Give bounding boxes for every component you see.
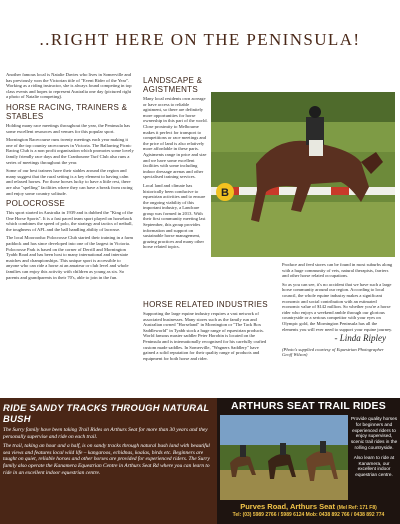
polocrosse-paragraph-1: This sport started in Australia in 1939 and is dubbed the "King of the One Horse Sports". It is a fast paced team sport played on horseback which combines the speed of polo, the strategy and tactics of netball, the toughness of AFL and the ball handling ability of lacrosse.: [6, 210, 133, 232]
advertisement: [217, 398, 400, 524]
heading-horse-racing: HORSE RACING, TRAINERS & STABLES: [6, 102, 128, 121]
trail-ride-title: RIDE SANDY TRACKS THROUGH NATURAL BUSH: [3, 402, 210, 424]
photo-credit: (Photo's supplied courtesy of Equestrian Photographer Geoff Wilson): [282, 346, 384, 358]
ad-title: ARTHURS SEAT TRAIL RIDES: [231, 400, 386, 412]
ad-sidebar: [350, 416, 398, 482]
column-three: [282, 262, 394, 398]
ad-address-line: [217, 502, 400, 511]
racing-paragraph-2: Mornington Racecourse runs twenty meetings each year making it one of the top country racecourses in Victoria. The Ballarring Picnic Racing Club is a non profit organisation which promotes some lovely family friendly race days and the Cranbourne Turf Club also runs a series of meetings throughout the year.: [6, 137, 134, 165]
svg-text:B: B: [221, 187, 229, 199]
rider-photo-image: [211, 92, 395, 257]
trail-ride-feature: [3, 402, 213, 476]
ad-description-2: Also learn to ride at Kanamera, our excellent indoor equestrian centre.: [353, 454, 395, 478]
racing-paragraph-3: Some of our best trainers have their stables around the region and many suggest that the rural setting is a key element to having calm and relaxed horses. For those horses lucky to have a little rest, there are also "spelling" facilities where they can have a break from racing and enjoy some country solitude.: [6, 168, 133, 196]
ad-description-1: Provide quality horses for beginners and experienced riders to enjoy supervised, scenic trail rides in the rolling countryside.: [350, 416, 398, 450]
column-two-lower: [143, 300, 271, 398]
heading-horse-industries: HORSE RELATED INDUSTRIES: [143, 300, 268, 309]
feed-stores-paragraph: Produce and feed stores can be found in most suburbs along with a huge community of vets, natural therapists, farriers and other horse related occupations.: [282, 262, 393, 279]
ad-map-ref: (Mel Ref: 171 F8): [337, 505, 377, 511]
heading-polocrosse: POLOCROSSE: [6, 199, 66, 209]
industries-paragraph: Supporting the large equine industry requires a vast network of associated businesses. Many stores such as the family run and Australian owned "Horseland" in Mornington or "The Tack Box Saddleworld" in Tyabb stock a huge range of equestrian products. World famous master saddler Peter Horobin is located on the Peninsula and is internationally recognised for his carefully crafted custom made saddles. In Somerville, "Wagners Saddlery" have gained a solid reputation for their quality range of products and equipment for both horse and rider.: [143, 311, 267, 361]
heading-landscape: LANDSCAPE & AGISTMENTS: [143, 76, 203, 94]
trail-ride-paragraph-1: The Surry family have been taking Trail Rides on Arthurs Seat for more than 30 years and they personally supervise and ride on each trail.: [3, 427, 208, 440]
rider-jumping-photo: [211, 92, 395, 257]
polocrosse-paragraph-2: The local Moorooduc Polocrosse Club started their training in a farm paddock and has since developed into one of the largest in Victoria. Polocrosse Park is based on the corner of Derrill and Mornington Tyabb Road and has been host to many international and interstate matches and championships. This unique sport is accessible to anyone who can ride a horse at an amateur or club level and whole families can enjoy this activity with children as young as six. So parents and grandparents in their 70's, able to join in the fun.: [6, 235, 134, 280]
ad-address: Purves Road, Arthurs Seat: [240, 502, 335, 511]
column-one: [6, 72, 134, 398]
ad-horses-photo: [220, 415, 348, 500]
ad-contact: [217, 502, 400, 518]
trail-ride-paragraph-2: The trail, taking an hour and a half, is on sandy tracks through natural bush land with beautiful sea views and features local wild life – kangaroos, echidnas, koalas, birds etc. Beginners are taught on quiet, reliable horses and other horses are provided for experienced riders. The Surry family also operate the Kanamera Equestrian Centre in Arthurs Seat Rd where you can learn to ride in an excellent indoor equestrian centre.: [3, 443, 210, 476]
landscape-paragraph-2: Local land and climate has historically been conducive to equestrian activities and to ensure the ongoing viability of this important industry, a Landcare group was formed in 2013. With their first community meeting last September, this group provides information and support on sustainable horse management, grazing practices and many other horse related topics.: [143, 182, 206, 250]
conclusion-paragraph: So as you can see, it's no accident that we have such a large horse community around our region. According to local council, the whole equine industry makes a significant economic and social contribution with an estimated economic value of $142 million. So whether you're a horse rider who enjoys a weekend amble through our glorious countryside or a serious competitor with your eyes on Olympic gold, the Mornington Peninsula has all the elements you will ever need to support your equine journey.: [282, 281, 393, 332]
ad-photo-image: [220, 415, 348, 500]
author-signature: - Linda Ripley: [334, 333, 386, 344]
racing-paragraph-1: Holding many race meetings throughout the year, the Peninsula has some excellent resources and venues for this popular sport.: [6, 122, 131, 134]
intro-paragraph: Another famous local is Natalie Davies who lives in Somerville and has previously won the Victorian title of "Event Rider of the Year". Working as a riding instructor, she is always found competing in top class events and hopes to represent Australia one day (pictured right a photo of Natalie competing).: [6, 72, 132, 100]
page-headline: ..RIGHT HERE ON THE PENINSULA!: [39, 30, 361, 49]
landscape-paragraph-1: Many local residents own acreage or have access to reliable agistment, so there are definitely more opportunities for horse ownership in this part of the world. Close proximity to Melbourne makes it perfect for transport to competitions or race meetings and the price of land is also relatively more affordable in these parts. Agistments range in price and size and we have some excellent facilities with some including indoor dressage arenas and other specialised training services.: [143, 96, 208, 180]
ad-phone-numbers: Tel: (03) 5989 2766 / 5989 6124 Mob: 0438 892 766 / 0438 892 774: [232, 512, 385, 518]
